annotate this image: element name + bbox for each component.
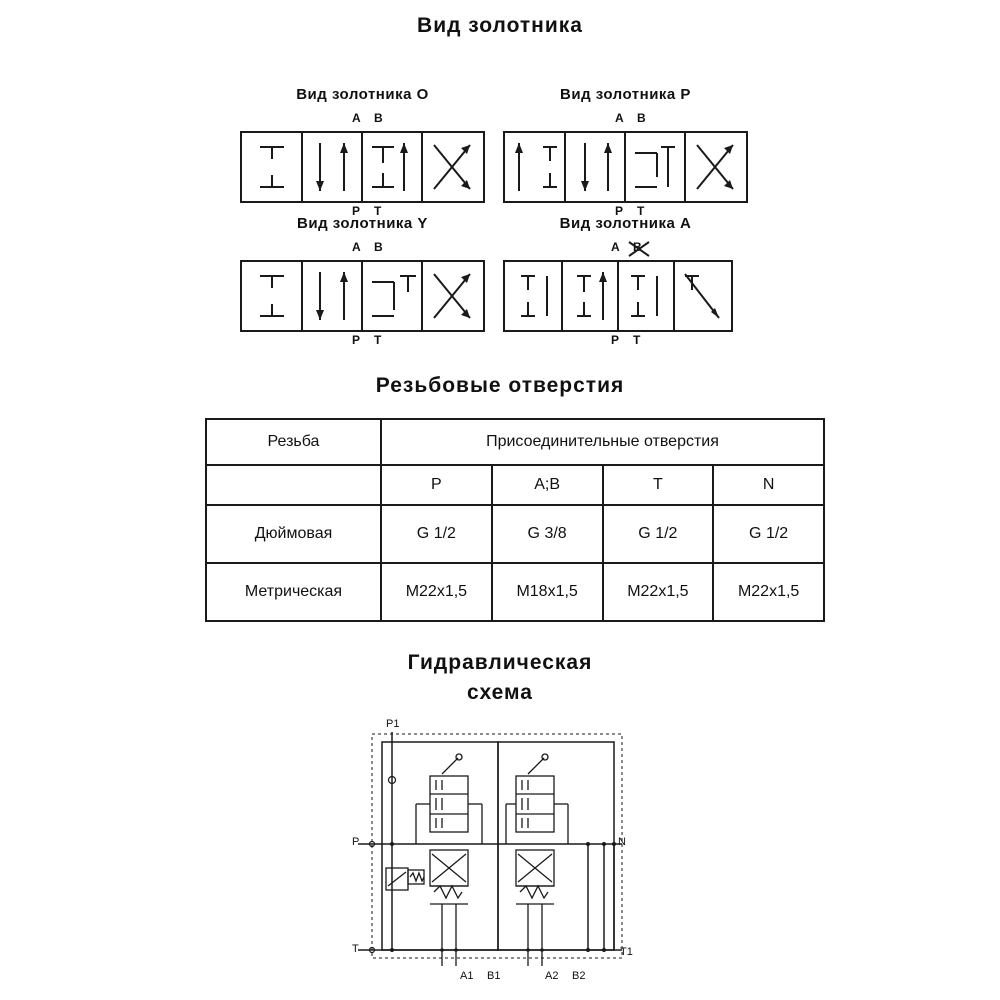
spool-block-a bbox=[503, 215, 748, 352]
schematic-label-t: T bbox=[352, 943, 359, 955]
schematic-label-p1: P1 bbox=[386, 718, 400, 730]
spool-y-port-a: A bbox=[352, 240, 361, 254]
schematic-label-a1: A1 bbox=[460, 970, 474, 982]
row-inch-p: G 1/2 bbox=[381, 505, 492, 563]
spool-a-port-p: P bbox=[611, 333, 620, 347]
threads-section-title: Резьбовые отверстия bbox=[375, 374, 625, 397]
row-metric-t: M22x1,5 bbox=[603, 563, 714, 621]
schematic-label-b2: B2 bbox=[572, 970, 586, 982]
schematic-label-n: N bbox=[618, 836, 626, 848]
subheader-empty bbox=[206, 465, 381, 505]
subheader-t: T bbox=[603, 465, 714, 505]
schematic-label-t1: T1 bbox=[620, 946, 633, 958]
spool-section-title: Вид золотника bbox=[417, 14, 583, 37]
header-connection-holes: Присоединительные отверстия bbox=[381, 419, 824, 465]
spool-y-port-t: T bbox=[374, 333, 382, 347]
row-inch-t: G 1/2 bbox=[603, 505, 714, 563]
schematic-label-p: P bbox=[352, 836, 360, 848]
spool-a-port-t: T bbox=[633, 333, 641, 347]
row-metric-name: Метрическая bbox=[206, 563, 381, 621]
row-inch-n: G 1/2 bbox=[713, 505, 824, 563]
subheader-n: N bbox=[713, 465, 824, 505]
spool-y-svg bbox=[242, 262, 483, 330]
spool-p-port-p: P bbox=[615, 204, 624, 218]
spool-p-diagram bbox=[503, 131, 748, 203]
hydraulic-section-title bbox=[0, 648, 1000, 708]
spool-o-port-b: B bbox=[374, 111, 383, 125]
spool-p-port-b: B bbox=[637, 111, 646, 125]
schematic-label-b1: B1 bbox=[487, 970, 501, 982]
row-inch-ab: G 3/8 bbox=[492, 505, 603, 563]
spool-a-diagram bbox=[503, 260, 733, 332]
spool-block-y bbox=[240, 215, 485, 352]
spool-o-diagram bbox=[240, 131, 485, 203]
row-inch-name: Дюймовая bbox=[206, 505, 381, 563]
spool-y-port-b: B bbox=[374, 240, 383, 254]
spool-o-port-p: P bbox=[352, 204, 361, 218]
spool-a-cross-icon bbox=[623, 238, 663, 258]
hydraulic-title-line2: схема bbox=[467, 681, 533, 704]
threads-table bbox=[205, 418, 825, 622]
spool-o-port-a: A bbox=[352, 111, 361, 125]
schematic-label-a2: A2 bbox=[545, 970, 559, 982]
table-row bbox=[206, 505, 824, 563]
spool-a-port-a: A bbox=[611, 240, 620, 254]
subheader-p: P bbox=[381, 465, 492, 505]
spool-o-port-t: T bbox=[374, 204, 382, 218]
spool-o-svg bbox=[242, 133, 483, 201]
table-subheader-row bbox=[206, 465, 824, 505]
row-metric-p: M22x1,5 bbox=[381, 563, 492, 621]
spool-block-p bbox=[503, 86, 748, 223]
header-thread: Резьба bbox=[206, 419, 381, 465]
spool-label-a: Вид золотника A bbox=[559, 215, 692, 232]
hydraulic-schematic bbox=[330, 718, 670, 988]
spool-p-port-t: T bbox=[637, 204, 645, 218]
spool-a-svg bbox=[505, 262, 731, 330]
subheader-ab: A;B bbox=[492, 465, 603, 505]
row-metric-ab: M18x1,5 bbox=[492, 563, 603, 621]
hydraulic-schematic-svg bbox=[330, 718, 670, 988]
spool-p-port-a: A bbox=[615, 111, 624, 125]
spool-label-p: Вид золотника P bbox=[560, 86, 691, 103]
hydraulic-title-line1: Гидравлическая bbox=[407, 651, 593, 674]
spool-block-o bbox=[240, 86, 485, 223]
table-row bbox=[206, 563, 824, 621]
row-metric-n: M22x1,5 bbox=[713, 563, 824, 621]
table-header-row bbox=[206, 419, 824, 465]
spool-p-svg bbox=[505, 133, 746, 201]
spool-label-y: Вид золотника Y bbox=[297, 215, 428, 232]
spool-y-port-p: P bbox=[352, 333, 361, 347]
spool-label-o: Вид золотника O bbox=[296, 86, 429, 103]
spool-a-port-b: B bbox=[633, 240, 642, 254]
spool-y-diagram bbox=[240, 260, 485, 332]
